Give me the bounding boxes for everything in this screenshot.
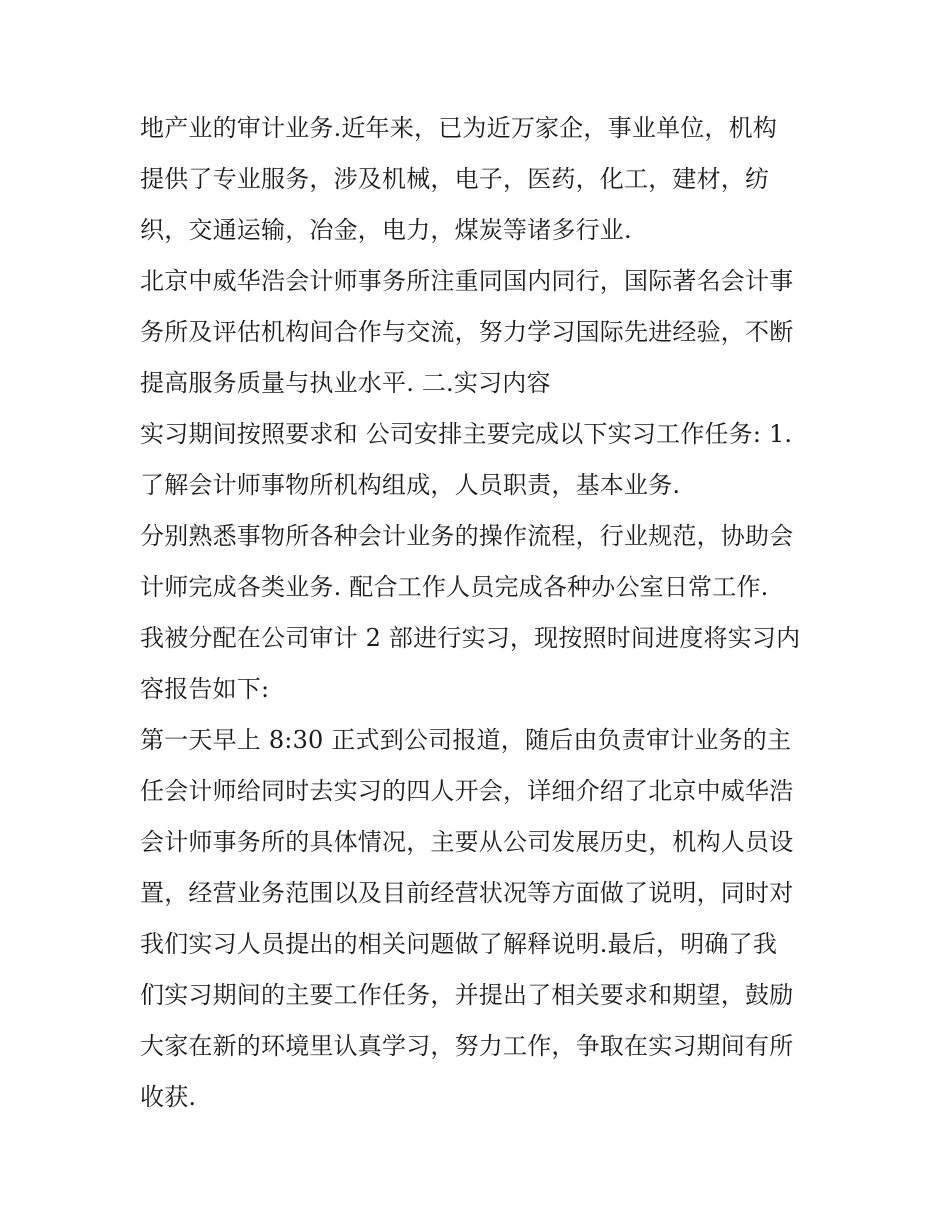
text-line: 我被分配在公司审计 2 部进行实习，现按照时间进度将实习内 [140, 624, 801, 652]
text-line: 会计师事务所的具体情况，主要从公司发展历史，机构人员设 [140, 828, 794, 856]
text-line: 提高服务质量与执业水平. 二.实习内容 [140, 369, 551, 397]
document-body [140, 103, 820, 1123]
text-line: 务所及评估机构间合作与交流，努力学习国际先进经验，不断 [140, 318, 794, 346]
text-line: 我们实习人员提出的相关问题做了解释说明.最后，明确了我 [140, 930, 778, 958]
text-line: 置，经营业务范围以及目前经营状况等方面做了说明，同时对 [140, 879, 794, 907]
text-line: 分别熟悉事物所各种会计业务的操作流程，行业规范，协助会 [140, 522, 794, 550]
text-line: 收获. [140, 1083, 197, 1111]
text-line: 了解会计师事物所机构组成，人员职责，基本业务. [140, 471, 681, 499]
text-line: 提供了专业服务，涉及机械，电子，医药，化工，建材，纺 [140, 165, 770, 193]
text-line: 第一天早上 8:30 正式到公司报道，随后由负责审计业务的主 [140, 726, 792, 754]
text-line: 容报告如下: [140, 675, 270, 703]
text-line: 实习期间按照要求和 公司安排主要完成以下实习工作任务: 1. [140, 420, 793, 448]
text-line: 织，交通运输，冶金，电力，煤炭等诸多行业. [140, 216, 632, 244]
text-line: 北京中威华浩会计师事务所注重同国内同行，国际著名会计事 [140, 267, 794, 295]
text-line: 们实习期间的主要工作任务，并提出了相关要求和期望，鼓励 [140, 981, 794, 1009]
text-line: 大家在新的环境里认真学习，努力工作，争取在实习期间有所 [140, 1032, 794, 1060]
text-line: 任会计师给同时去实习的四人开会，详细介绍了北京中威华浩 [140, 777, 794, 805]
text-line: 地产业的审计业务.近年来，已为近万家企，事业单位，机构 [140, 114, 778, 142]
text-line: 计师完成各类业务. 配合工作人员完成各种办公室日常工作. [140, 573, 769, 601]
